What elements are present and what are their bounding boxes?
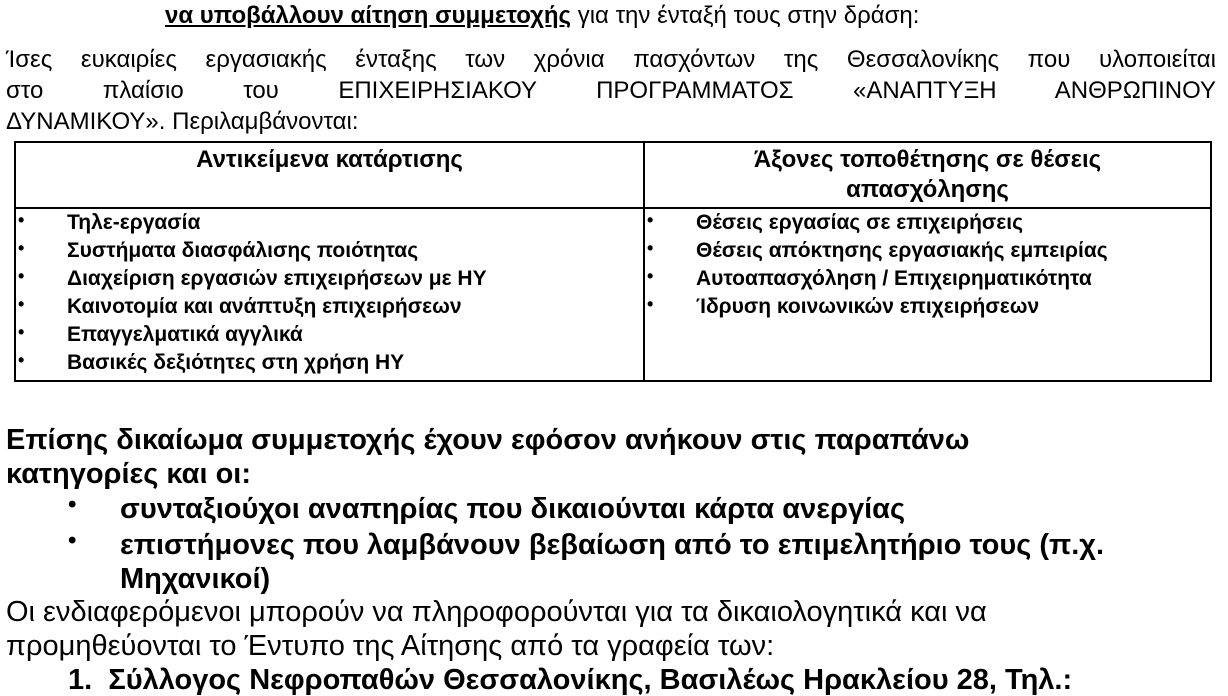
table-header-right: Άξονες τοποθέτησης σε θέσεις απασχόλησης [644,142,1211,208]
info-list-item-1: 1. Σύλλογος Νεφροπαθών Θεσσαλονίκης, Βασιλέως Ηρακλείου 28, Τηλ.: [68,664,1073,696]
list-item: • Τηλε-εργασία [16,209,643,237]
training-table [14,141,1212,382]
eligibility-bullet-item-2-cont: Μηχανικοί) [120,563,271,595]
intro-title-rest: για την ένταξή τους στην δράση: [571,2,920,29]
list-item: • Αυτοαπασχόληση / Επιχειρηματικότητα [645,265,1210,293]
list-item: • Θέσεις απόκτησης εργασιακής εμπειρίας [645,237,1210,265]
list-number: 1. [68,664,93,696]
list-item: • Βασικές δεξιότητες στη χρήση ΗΥ [16,349,643,377]
bullet: • [647,294,654,314]
bullet: • [18,294,25,314]
list-item: • Διαχείριση εργασιών επιχειρήσεων με ΗΥ [16,265,643,293]
info-line-1: Οι ενδιαφερόμενοι μπορούν να πληροφορούνται για τα δικαιολογητικά και να [6,596,987,628]
list-item: • Θέσεις εργασίας σε επιχειρήσεις [645,209,1210,237]
eligibility-line-2: κατηγορίες και οι: [6,458,252,490]
bullet: • [68,527,77,554]
intro-para-line-1: Ίσες ευκαιρίες εργασιακής ένταξης των χρόνια πασχόντων της Θεσσαλονίκης που υλοποιείται [6,46,1216,73]
bullet: • [18,266,25,286]
intro-title [165,2,919,30]
bullet: • [18,322,25,342]
bullet: • [18,350,25,370]
list-item: • Καινοτομία και ανάπτυξη επιχειρήσεων [16,293,643,321]
eligibility-line-1: Επίσης δικαίωμα συμμετοχής έχουν εφόσον ανήκουν στις παραπάνω [6,424,970,456]
intro-title-bold: να υποβάλλουν αίτηση συμμετοχής [165,2,572,29]
bullet: • [68,491,77,518]
bullet: • [18,210,25,230]
table-header-left: Αντικείμενα κατάρτισης [15,142,644,208]
bullet: • [647,238,654,258]
intro-para-line-2: στο πλαίσιο του ΕΠΙΧΕΙΡΗΣΙΑΚΟΥ ΠΡΟΓΡΑΜΜΑΤΟΣ «ΑΝΑΠΤΥΞΗ ΑΝΘΡΩΠΙΝΟΥ [6,77,1216,104]
bullet: • [647,266,654,286]
bullet: • [18,238,25,258]
list-item: • Συστήματα διασφάλισης ποιότητας [16,237,643,265]
table-cell-job-placement [644,208,1211,381]
bullet: • [647,210,654,230]
intro-para-line-3: ΔΥΝΑΜΙΚΟΥ». Περιλαμβάνονται: [6,108,359,135]
eligibility-bullet-item-2: • επιστήμονες που λαμβάνουν βεβαίωση από το επιμελητήριο τους (π.χ. [68,527,1105,561]
eligibility-bullet-item-1: • συνταξιούχοι αναπηρίας που δικαιούνται κάρτα ανεργίας [68,491,906,525]
info-line-2: προμηθεύονται το Έντυπο της Αίτησης από τα γραφεία των: [6,630,775,662]
list-item: • Επαγγελματικά αγγλικά [16,321,643,349]
table-cell-training-topics [15,208,644,381]
list-item: • Ίδρυση κοινωνικών επιχειρήσεων [645,293,1210,321]
